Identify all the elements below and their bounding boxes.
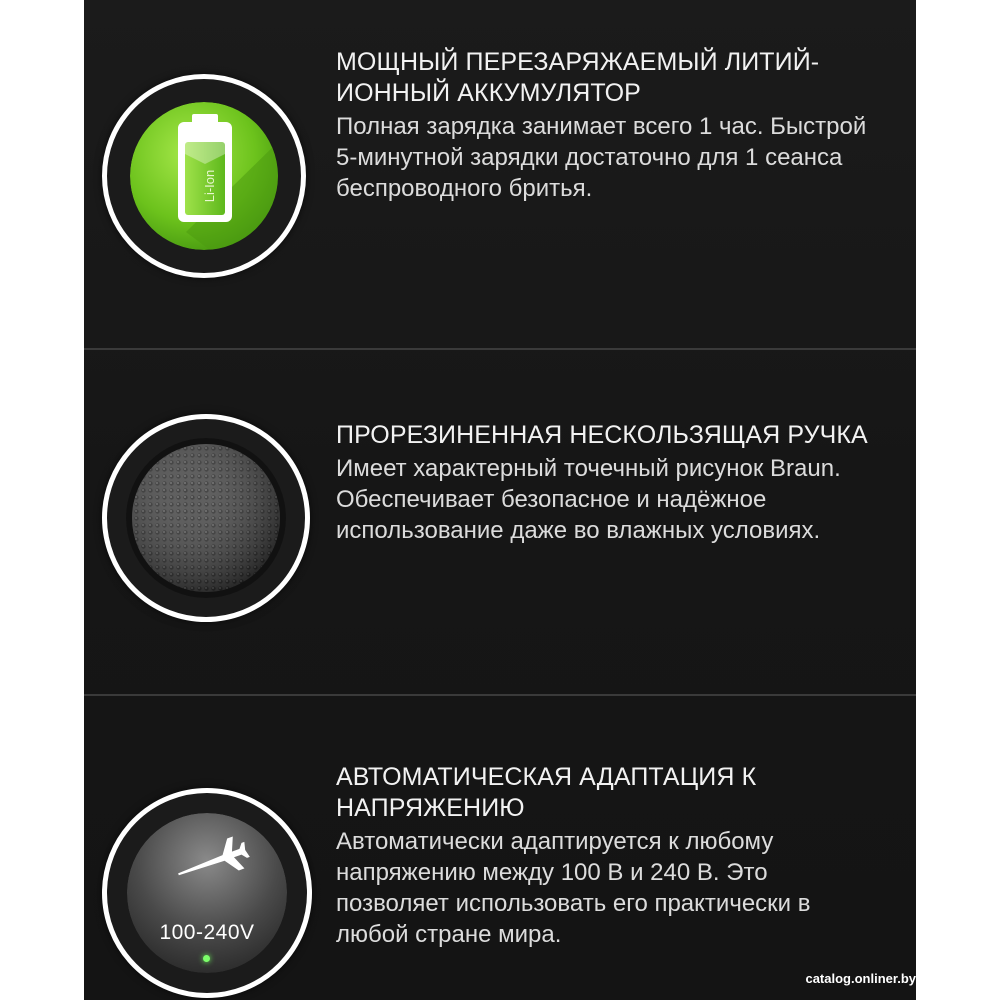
voltage-icon [127,813,287,973]
feature-battery [84,0,916,348]
desc-line: позволяет использовать его практически в [336,890,811,917]
feature-description [336,111,906,204]
desc-line: Полная зарядка занимает всего 1 час. Быстрой [336,113,867,140]
title-line: ИОННЫЙ АККУМУЛЯТОР [336,79,641,107]
feature-text [336,47,906,204]
title-line: НАПРЯЖЕНИЮ [336,794,525,822]
desc-line: использование даже во влажных условиях. [336,517,821,544]
desc-line: напряжению между 100 В и 240 В. Это [336,859,768,886]
feature-grip [84,350,916,694]
desc-line: беспроводного бритья. [336,175,593,202]
features-panel [84,0,916,1000]
feature-description [336,826,906,950]
title-line: АВТОМАТИЧЕСКАЯ АДАПТАЦИЯ К [336,763,757,791]
feature-voltage [84,696,916,1000]
title-line: МОЩНЫЙ ПЕРЕЗАРЯЖАЕМЫЙ ЛИТИЙ- [336,48,820,76]
feature-text [336,762,906,950]
desc-line: любой стране мира. [336,921,562,948]
svg-text:Li-Ion: Li-Ion [202,169,217,203]
feature-title [336,420,906,451]
feature-icon-ring [102,414,310,622]
desc-line: 5-минутной зарядки достаточно для 1 сеанса [336,144,843,171]
voltage-label: 100-240V [159,921,255,944]
watermark: catalog.onliner.by [805,971,916,986]
dotted-grip-icon [126,438,286,598]
desc-line: Автоматически адаптируется к любому [336,828,774,855]
feature-text [336,420,906,546]
title-line: ПРОРЕЗИНЕННАЯ НЕСКОЛЬЗЯЩАЯ РУЧКА [336,421,868,449]
feature-title [336,47,906,109]
feature-icon-ring [102,788,312,998]
desc-line: Имеет характерный точечный рисунок Braun. [336,455,841,482]
status-led [203,955,210,962]
battery-icon [130,102,278,250]
feature-description [336,453,906,546]
feature-icon-ring [102,74,306,278]
desc-line: Обеспечивает безопасное и надёжное [336,486,767,513]
feature-title [336,762,906,824]
